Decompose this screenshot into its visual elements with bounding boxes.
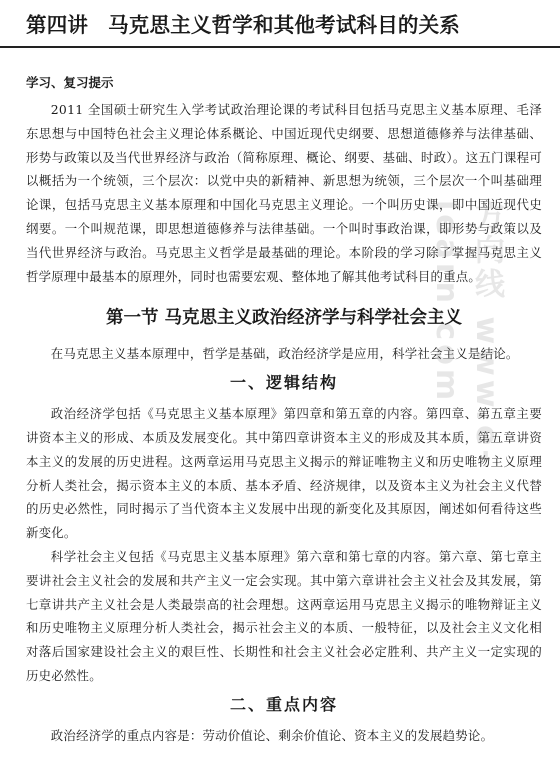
section-intro: 在马克思主义基本原理中，哲学是基础，政治经济学是应用，科学社会主义是结论。 <box>50 346 519 362</box>
chapter-title <box>26 10 542 40</box>
paragraph-key-content: 政治经济学的重点内容是：劳动价值论、剩余价值论、资本主义的发展趋势论。 <box>50 727 494 743</box>
tips-paragraph: 2011 全国硕士研究生入学考试政治理论课的考试科目包括马克思主义基本原理、毛泽东思想与中国特色社会主义理论体系概论、中国近现代史纲要、思想道德修养与法律基础、形势与政策以及当代世界经济与政治（简称原理、概论、纲要、基础、时政）。这五门课程可以概括为一个统领，三个层次：以党中央的新精神、新思想为统领，三个层次一个叫基础理论课，包括马克思主义基本原理和中国化马克思主义理论。一个叫历史课，即中国近现代史纲要。一个叫规范课，即思想道德修养与法律基础。一个叫时事政治课，即形势与政策以及当代世界经济与政治。马克思主义哲学是最基础的理论。本阶段的学习除了掌握马克思主义哲学原理中最基本的原理外，同时也需要宏观、整体地了解其他考试科目的重点。 <box>26 102 542 284</box>
chapter-number: 第四讲 <box>26 13 89 37</box>
section-title: 第一节 马克思主义政治经济学与科学社会主义 <box>105 308 463 329</box>
paragraph-scientific-socialism: 科学社会主义包括《马克思主义基本原理》第六章和第七章的内容。第六章、第七章主要讲社会主义社会的发展和共产主义一定会实现。其中第六章讲社会主义社会及其发展，第七章讲共产主义社会是人类最崇高的社会理想。这两章运用马克思主义揭示的唯物辩证主义和历史唯物主义原理分析人类社会，揭示社会主义的本质、一般特征，以及社会主义文化相对落后国家建设社会主义的艰巨性、长期性和社会主义社会必定胜利、共产主义一定实现的历史必然性。 <box>26 548 542 683</box>
paragraph-political-economy: 政治经济学包括《马克思主义基本原理》第四章和第五章的内容。第四章、第五章主要讲资本主义的形成、本质及发展变化。其中第四章讲资本主义的形成及其本质，第五章讲资本主义的发展的历史进程。这两章运用马克思主义揭示的辩证唯物主义和历史唯物主义原理分析人类社会，揭示资本主义的本质、基本矛盾、经济规律，以及资本主义为社会主义代替的历史必然性，同时揭示了当代资本主义发展中出现的新变化及其原因，阐述如何看待这些新变化。 <box>26 406 542 541</box>
title-divider <box>0 46 560 48</box>
subsection-title-logic: 一、逻辑结构 <box>229 373 338 393</box>
tips-heading: 学习、复习提示 <box>26 75 114 90</box>
watermark: 方向线 www.e-learn.com <box>429 200 504 466</box>
subsection-title-key-content: 二、重点内容 <box>229 694 338 714</box>
chapter-heading: 马克思主义哲学和其他考试科目的关系 <box>108 13 461 37</box>
